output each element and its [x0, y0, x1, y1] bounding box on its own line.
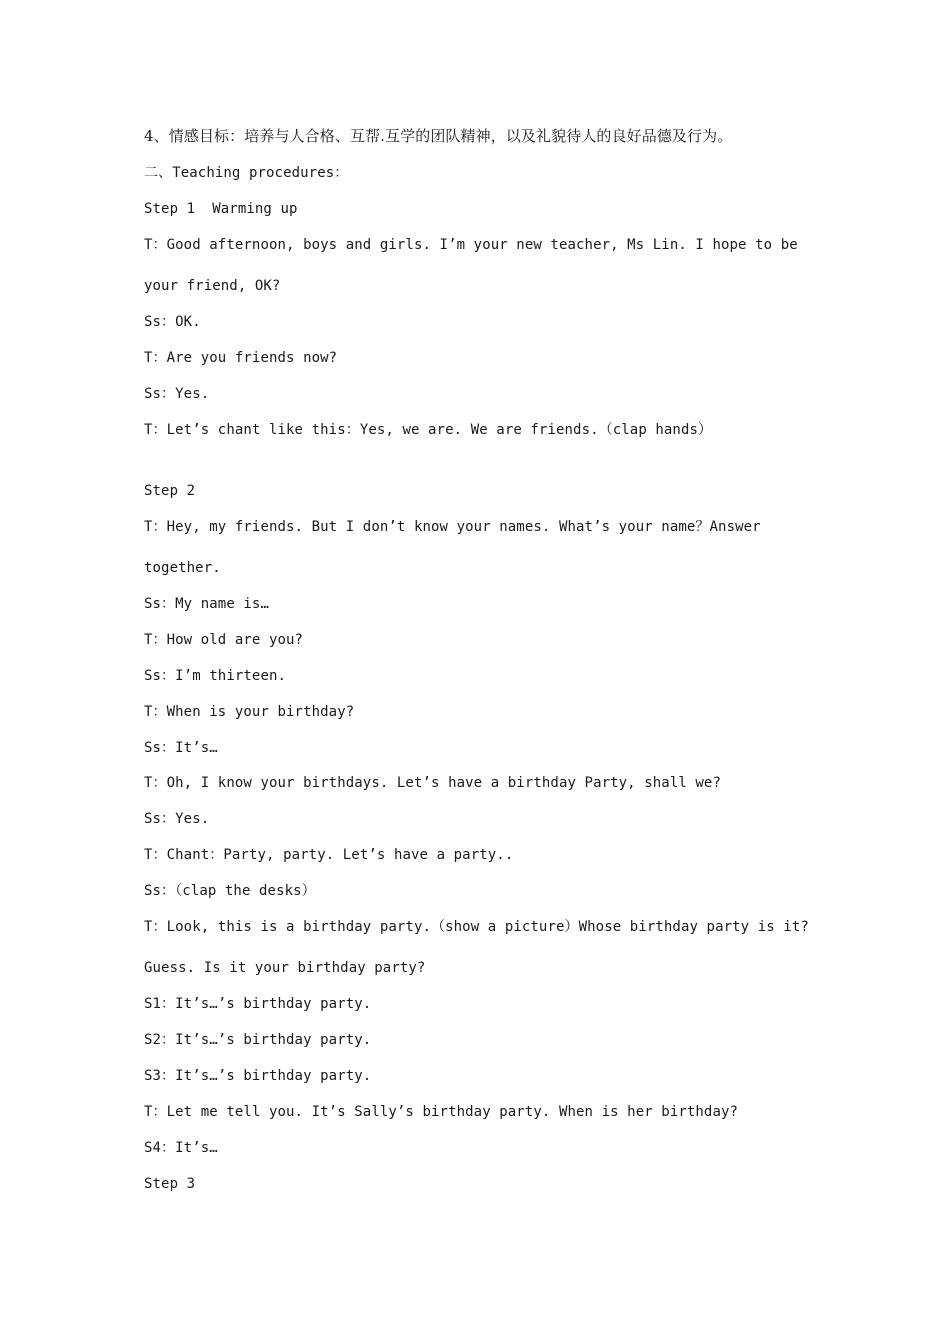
text-line: T：Good afternoon, boys and girls. I’m your new teacher, Ms Lin. I hope to be [144, 237, 798, 253]
text-line: S4：It’s… [144, 1140, 218, 1156]
text-line: S2：It’s…’s birthday party. [144, 1032, 372, 1048]
text-line: your friend, OK? [144, 278, 281, 294]
text-line: Ss：I’m thirteen. [144, 668, 287, 684]
text-line: T：Look, this is a birthday party.（show a picture）Whose birthday party is it? [144, 919, 809, 935]
step-1-heading: Step 1 Warming up [144, 201, 298, 217]
text-line: Ss：OK. [144, 314, 201, 330]
text-line-objective: 4、情感目标：培养与人合格、互帮.互学的团队精神，以及礼貌待人的良好品德及行为。 [144, 127, 733, 145]
text-line: together. [144, 560, 221, 576]
text-line: S3：It’s…’s birthday party. [144, 1068, 372, 1084]
text-line: Ss：It’s… [144, 740, 218, 756]
text-line: T：Chant：Party, party. Let’s have a party.. [144, 847, 514, 863]
text-line: Ss：（clap the desks） [144, 883, 316, 899]
text-line: T：How old are you? [144, 632, 304, 648]
text-line: T：Let me tell you. It’s Sally’s birthday party. When is her birthday? [144, 1104, 739, 1120]
text-line: T：When is your birthday? [144, 704, 355, 720]
step-2-heading: Step 2 [144, 483, 196, 499]
text-line: T：Let’s chant like this：Yes, we are. We are friends.（clap hands） [144, 422, 713, 438]
text-line: T：Hey, my friends. But I don’t know your names. What’s your name？Answer [144, 519, 761, 535]
text-line: Guess. Is it your birthday party? [144, 960, 426, 976]
text-line: T：Are you friends now? [144, 350, 338, 366]
text-line: Ss：Yes. [144, 386, 210, 402]
step-3-heading: Step 3 [144, 1176, 196, 1192]
text-line: S1：It’s…’s birthday party. [144, 996, 372, 1012]
text-line: Ss：My name is… [144, 596, 269, 612]
section-heading-procedures: 二、Teaching procedures： [144, 165, 349, 181]
text-line: T：Oh, I know your birthdays. Let’s have a birthday Party, shall we? [144, 775, 721, 791]
text-line: Ss：Yes. [144, 811, 210, 827]
